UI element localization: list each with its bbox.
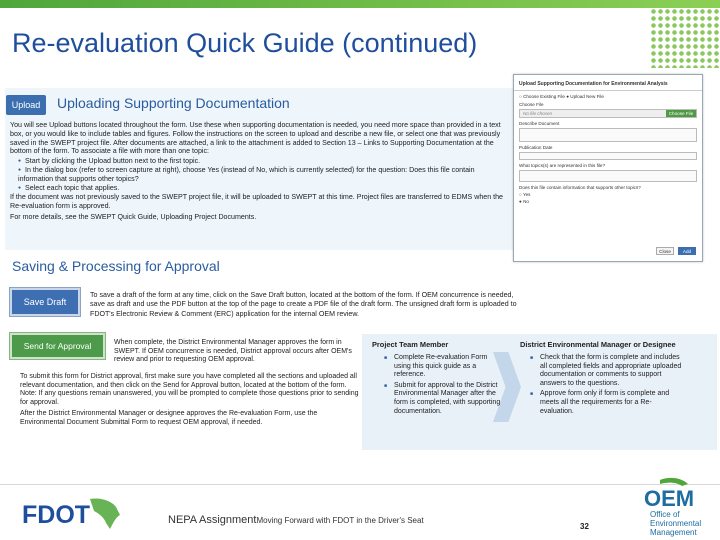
file-placeholder: No file chosen — [523, 111, 553, 116]
dialog-buttons — [656, 247, 696, 255]
page-number: 32 — [580, 522, 589, 531]
dialog-file-options: ○ Choose Existing File ● Upload New File — [519, 94, 604, 99]
submit-instructions — [20, 373, 360, 431]
dem-item: ■ Approve form only if form is complete and meets all the requirements for a Re-evaluation. — [530, 390, 685, 416]
oem-line-3: Management — [650, 528, 697, 537]
topics-input[interactable] — [519, 170, 697, 182]
oem-logo-text: OEM — [644, 486, 695, 511]
save-instructions: To save a draft of the form at any time, click on the Save Draft button, located at the bottom of the form. If OEM concurrence is needed, save as draft and use the PDF button at the top of the page to create a PDF file of the draft form. The unsigned draft form is uploaded to FDOT's Electronic Review & Comment (ERC) application for the internal OEM review. — [90, 291, 517, 318]
choose-file-button[interactable]: Choose File — [666, 110, 696, 117]
oem-line-1: Office of — [650, 510, 680, 519]
upload-heading: Uploading Supporting Documentation — [57, 95, 290, 111]
yes-radio[interactable]: ○ Yes — [519, 192, 531, 197]
footer-caption-sub: Moving Forward with FDOT in the Driver's Seat — [256, 516, 424, 525]
save-heading: Saving & Processing for Approval — [12, 258, 220, 274]
oem-line-2: Environmental — [650, 519, 702, 528]
fdot-logo-text: FDOT — [22, 501, 91, 529]
submit-paragraph: After the District Environmental Manager or designee approves the Re-evaluation Form, use the Environmental Document Submittal Form to request OEM approval, if needed. — [20, 410, 318, 426]
oem-logo — [642, 476, 720, 540]
publication-input[interactable] — [519, 152, 697, 160]
upload-note: If the document was not previously saved to the SWEPT project file, it will be uploaded to SWEPT at this time. Project files are transferred to EDMS when the Re-evaluation form is approved. — [10, 193, 503, 211]
upload-button[interactable]: Upload — [6, 95, 46, 115]
no-radio[interactable]: ● No — [519, 199, 529, 204]
upload-more-details: For more details, see the SWEPT Quick Guide, Uploading Project Documents. — [10, 212, 257, 221]
dem-list — [530, 354, 685, 418]
footer-divider — [0, 484, 720, 485]
submit-paragraph: To submit this form for District approval, first make sure you have completed all the sections and uploaded all relevant documentation, and then click on the Send for Approval button, located at the bottom of the form. Note: If any questions remain unanswered, you will be prompted to complete those questions prior to sending for approval. — [20, 373, 359, 406]
publication-label: Publication Date — [519, 145, 553, 150]
team-heading: Project Team Member — [372, 340, 449, 349]
upload-bullet: ● Start by clicking the Upload button next to the first topic. — [18, 157, 508, 166]
upload-instructions — [10, 121, 508, 222]
upload-bullet: ● Select each topic that applies. — [18, 184, 508, 193]
upload-dialog-capture — [513, 74, 703, 262]
team-item: ■ Complete Re-evaluation Form using this quick guide as a reference. — [384, 354, 504, 380]
close-button[interactable]: Close — [656, 247, 674, 255]
top-accent-bar — [0, 0, 720, 8]
yes-label: Yes — [522, 192, 531, 197]
team-list — [384, 354, 504, 418]
slide-title: Re-evaluation Quick Guide (continued) — [12, 28, 478, 58]
describe-label: Describe Document — [519, 121, 560, 126]
topics-question: What topics(s) are represented in this file? — [519, 163, 606, 168]
choose-existing-option[interactable]: Choose Existing File — [523, 94, 565, 99]
upload-bullets — [18, 157, 508, 192]
footer-caption — [168, 514, 424, 526]
save-draft-button[interactable]: Save Draft — [10, 288, 80, 316]
dialog-header: Upload Supporting Documentation for Environmental Analysis — [514, 75, 702, 91]
dem-heading: District Environmental Manager or Designee — [520, 340, 676, 349]
team-item: ■ Submit for approval to the District Environmental Manager after the form is completed, with supporting documentation. — [384, 382, 504, 416]
add-button[interactable]: Add — [678, 247, 696, 255]
choose-file-label: Choose File — [519, 102, 544, 107]
describe-input[interactable] — [519, 128, 697, 142]
other-topics-question: Does this file contain information that supports other topics? — [519, 185, 641, 190]
send-for-approval-button[interactable]: Send for Approval — [10, 333, 105, 359]
no-label: No — [523, 199, 529, 204]
decorative-dot-pattern — [650, 8, 720, 68]
send-instructions: When complete, the District Environmental Manager approves the form in SWEPT. If OEM concurrence is needed, District approval occurs after OEM's review and prior to requesting OEM approval. — [114, 339, 352, 364]
dem-item: ■ Check that the form is complete and includes all completed fields and appropriate uploaded documentation or comments to support answers to the questions. — [530, 354, 685, 388]
fdot-logo — [20, 495, 125, 531]
file-chooser[interactable] — [519, 109, 697, 118]
footer-caption-main: NEPA Assignment — [168, 514, 257, 526]
upload-bullet: ● In the dialog box (refer to screen capture at right), choose Yes (instead of No, which is currently selected) for the question: Does this file contain information that supports other topics? — [18, 166, 508, 184]
upload-paragraph: You will see Upload buttons located throughout the form. Use these when supporting documentation is needed, you need more space than provided in a text box, or you would like to include tables and figures. Follow the instructions on the screen to upload and describe a new file, or select one that was previously saved in the SWEPT project file. After documents are attached, a link to the attachment is added to Section 13 – Links to Supporting Documentation at the bottom of the form. To associate a file with more than one topic: — [10, 121, 501, 156]
upload-new-option[interactable]: Upload New File — [570, 94, 604, 99]
